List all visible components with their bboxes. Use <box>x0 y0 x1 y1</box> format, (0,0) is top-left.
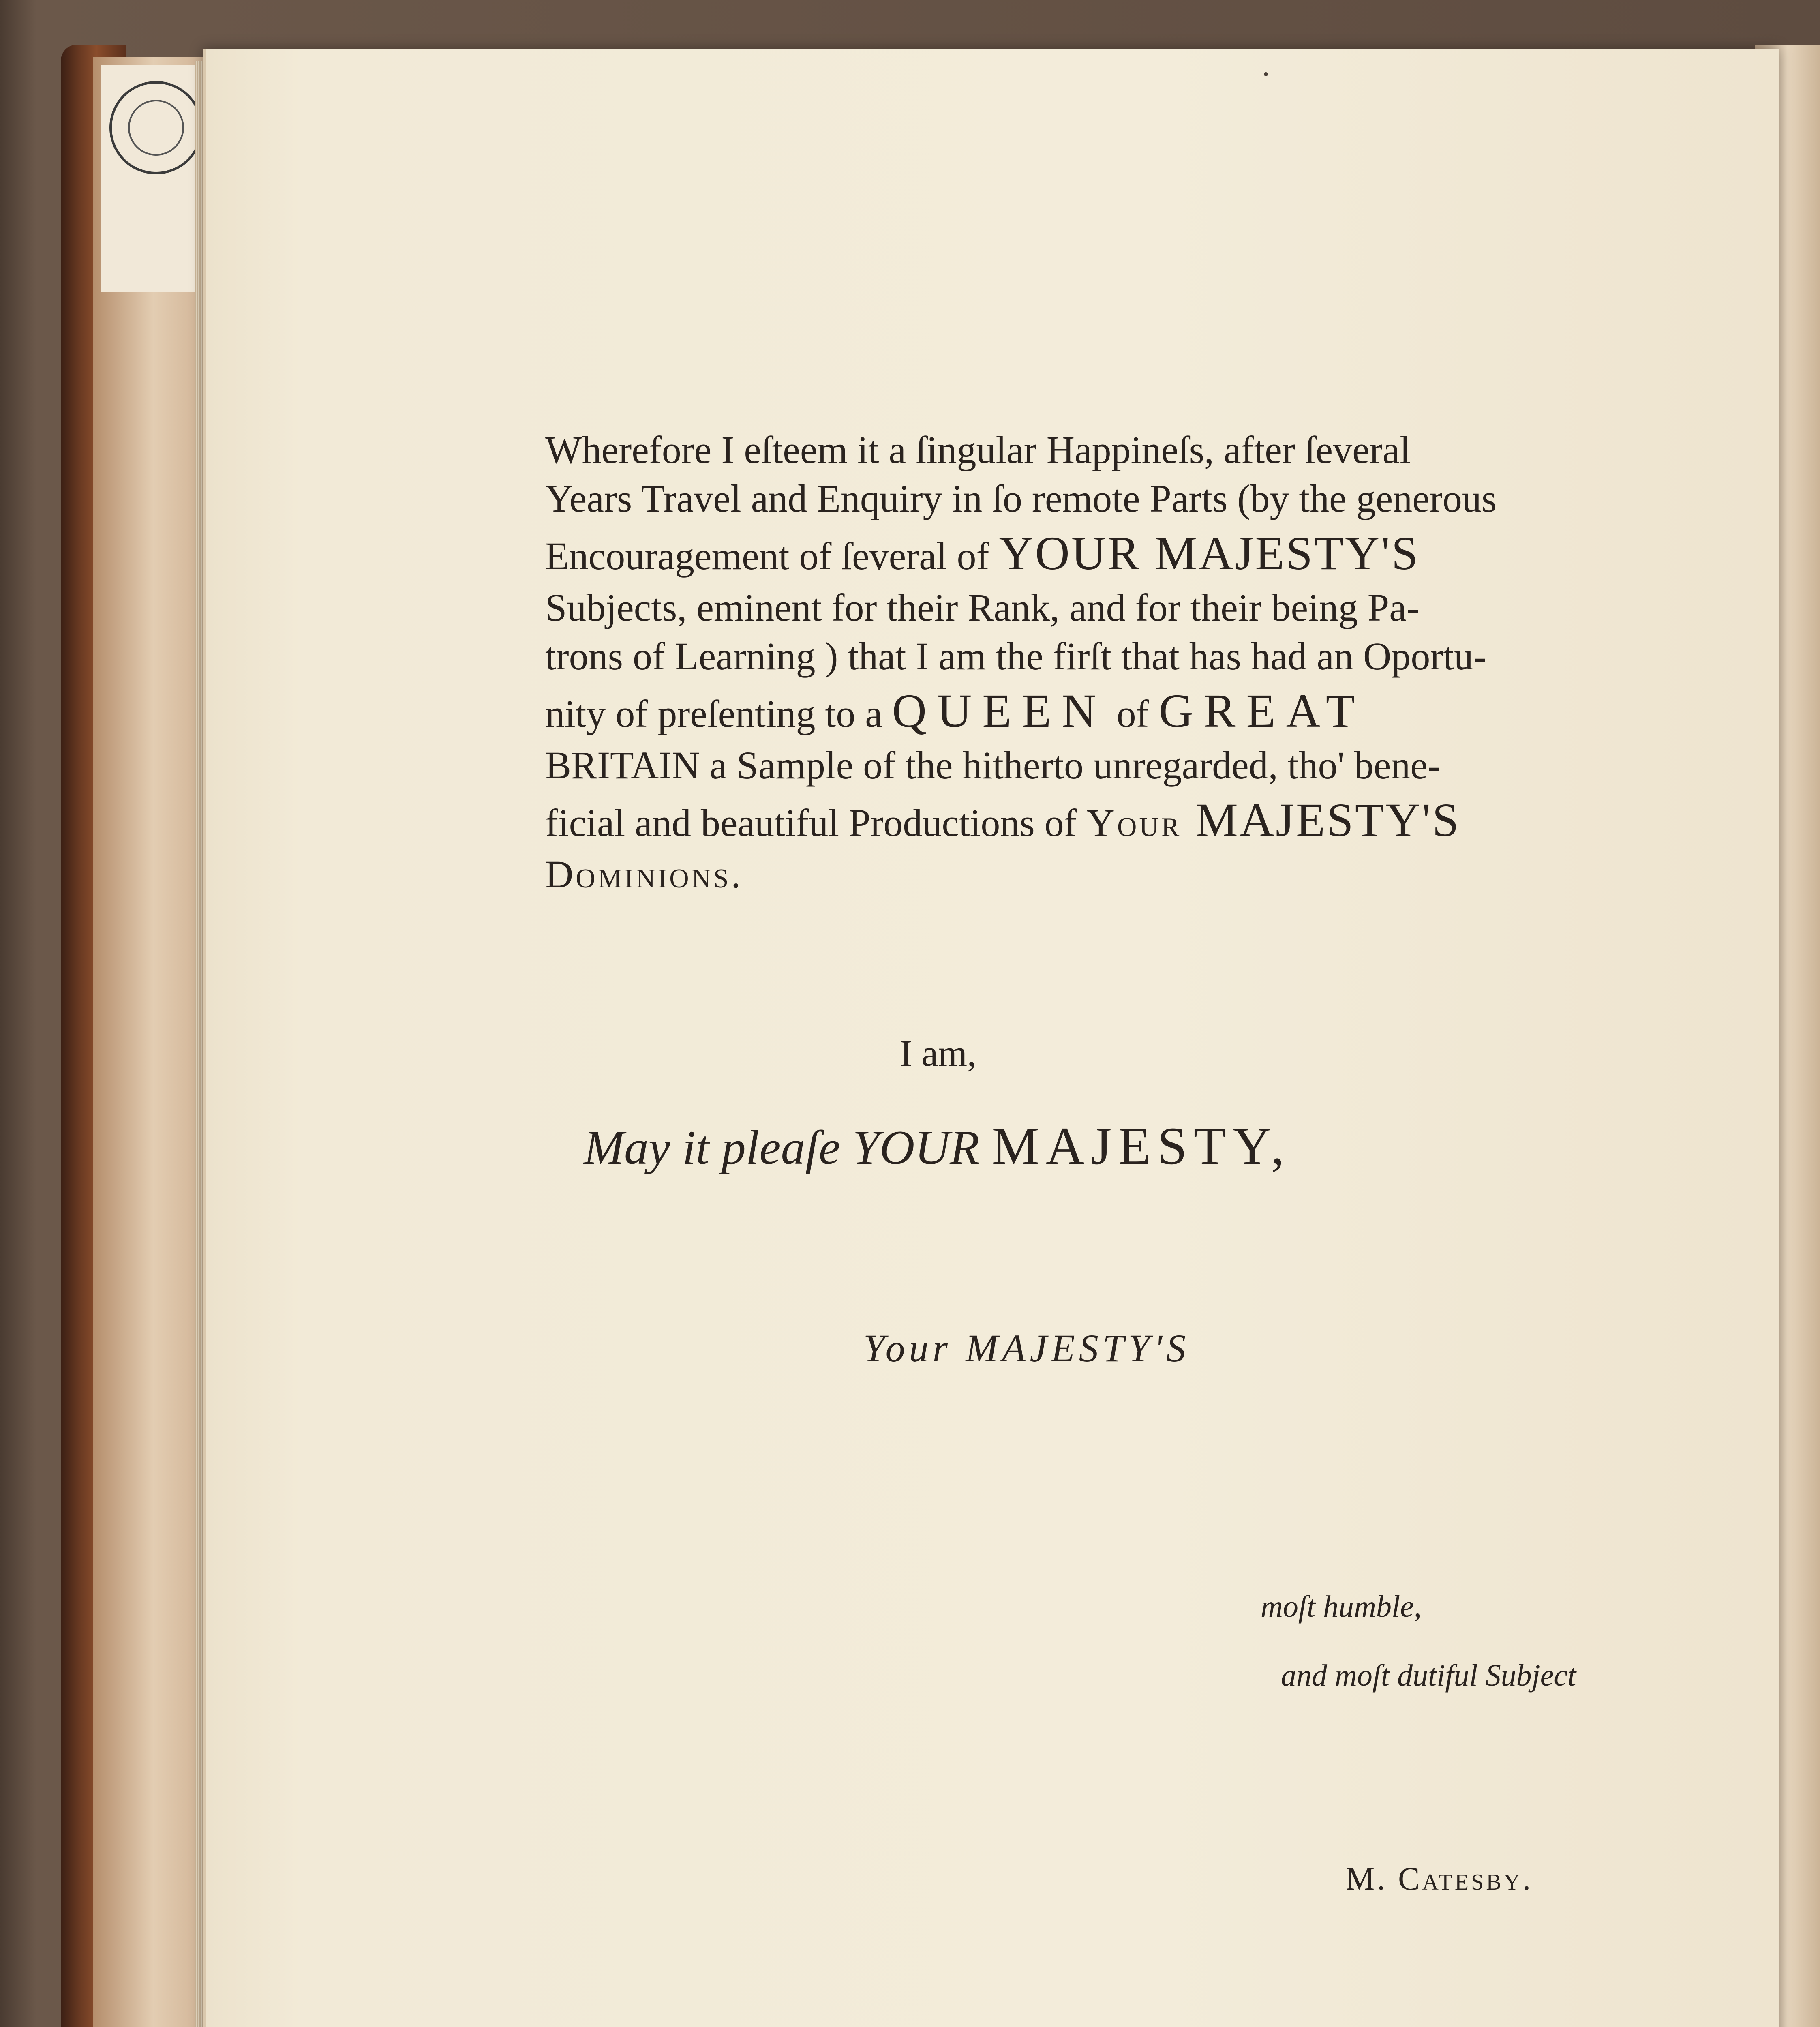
paragraph-line <box>545 583 1636 632</box>
bookplate-figure-icon <box>128 100 184 156</box>
paragraph-line <box>545 632 1636 681</box>
may-please-text: May it pleaſe YOUR <box>584 1121 980 1174</box>
closing-dutiful-subject: and moſt dutiful Subject <box>1281 1658 1576 1693</box>
paragraph-text: Wherefore I eſteem it a ſingular Happineſs, after ſeveral <box>545 428 1411 471</box>
paragraph-text: nity of preſenting to a <box>545 692 892 735</box>
paragraph-text: Years Travel and Enquiry in ſo remote Parts (by the generous <box>545 477 1497 521</box>
signature: M. Catesby. <box>1346 1861 1533 1897</box>
paragraph-line <box>545 474 1636 523</box>
paragraph-text: MAJESTY'S <box>1182 793 1460 846</box>
paragraph-line <box>545 523 1636 583</box>
dedication-paragraph <box>545 426 1636 899</box>
paragraph-text: Subjects, eminent for their Rank, and for their being Pa- <box>545 586 1420 630</box>
paragraph-text: QUEEN <box>892 684 1107 737</box>
paragraph-text: YOUR MAJESTY'S <box>999 526 1420 580</box>
bookplate <box>101 65 204 292</box>
paragraph-text: of <box>1107 692 1159 735</box>
paragraph-text: Dominions. <box>545 852 743 896</box>
may-please-majesty: MAJESTY, <box>991 1116 1291 1176</box>
closing-i-am: I am, <box>900 1033 977 1074</box>
ink-speck <box>1264 72 1268 76</box>
paragraph-line <box>545 741 1636 790</box>
paragraph-line <box>545 426 1636 474</box>
paragraph-text: Encouragement of ſeveral of <box>545 534 999 578</box>
closing-may-it-please <box>584 1115 1291 1177</box>
paragraph-text: trons of Learning ) that I am the firſt that has had an Oportu- <box>545 634 1486 678</box>
closing-your-majestys: Your MAJESTY'S <box>863 1326 1190 1370</box>
paragraph-text: BRITAIN a Sample of the hitherto unregarded, tho' bene- <box>545 744 1441 787</box>
paragraph-line <box>545 681 1636 741</box>
paragraph-line <box>545 850 1636 899</box>
page-stack-edge <box>195 61 203 2027</box>
paragraph-line <box>545 790 1636 850</box>
book-page <box>203 49 1779 2027</box>
paragraph-text: GREAT <box>1158 684 1366 737</box>
paragraph-text: Your <box>1086 801 1182 844</box>
bookplate-seal-icon <box>109 81 203 174</box>
closing-most-humble: moſt humble, <box>1261 1590 1422 1624</box>
paragraph-text: ficial and beautiful Productions of <box>545 801 1087 844</box>
